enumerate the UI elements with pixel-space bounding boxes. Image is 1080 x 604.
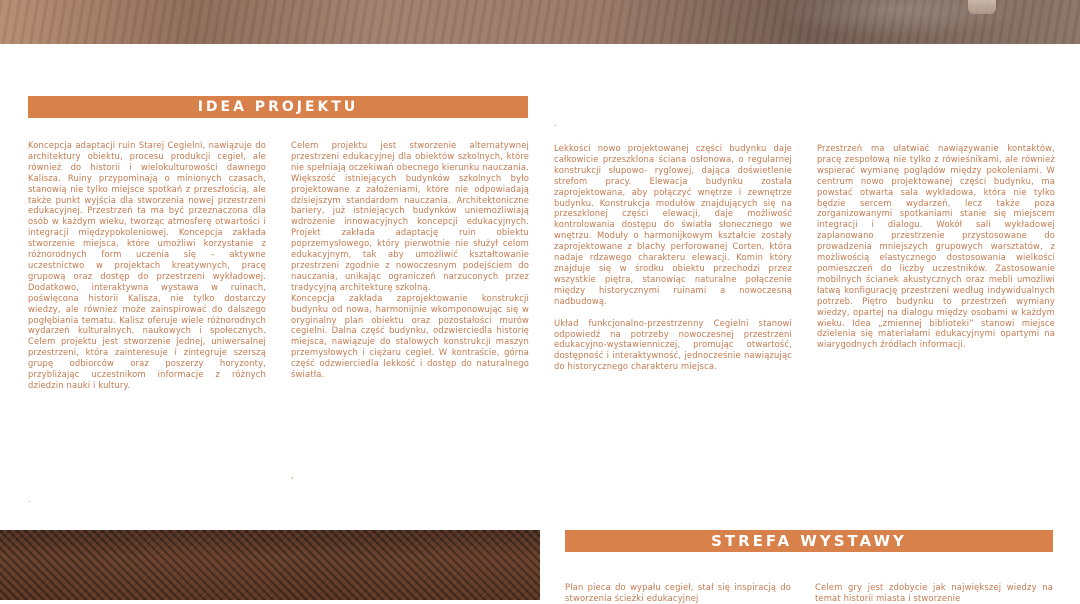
paragraph: Celem gry jest zdobycie jak największej wiedzy na temat historii miasta i stworzenie (815, 582, 1053, 603)
text-column-1 (28, 140, 266, 391)
text-column-3 (554, 143, 792, 372)
paragraph: Celem projektu jest stworzenie alternatywnej przestrzeni edukacyjnej dla obiektów szkolnych, które nie spełniają oczekiwań obecnego kierunku nauczania. Większość istniejących budynków szkolnych było projektowane z założeniami, które nie odpowiadają dzisiejszym standardom nauczania. Architektoniczne bariery, już istniejących budynków uniemożliwiają wdrożenie innowacyjnych koncepcji edukacyjnych. Projekt zakłada adaptację ruin obiektu poprzemysłowego, który pierwotnie nie służył celom edukacyjnym, tak aby umożliwić kształtowanie przestrzeni zgodnie z nowoczesnym podejściem do nauczania, unikając ograniczeń narzuconych przez tradycyjną architekturę szkolną. (291, 140, 529, 292)
stray-mark: . (554, 119, 557, 128)
text-column-5 (565, 582, 791, 604)
stray-mark: . (28, 495, 31, 504)
section-heading-strefa-wystawy: STREFA WYSTAWY (565, 530, 1053, 552)
section-heading-idea-projektu: IDEA PROJEKTU (28, 96, 528, 118)
header-photo (0, 0, 1080, 44)
paragraph: Przestrzeń ma ułatwiać nawiązywanie kontaktów, pracę zespołową nie tylko z rówieśnikami, ale również wspierać wymianę poglądów między pokoleniami. W centrum nowo projektowanej części budynku, ma powstać otwarta sala wykładowa, która nie tylko będzie sercem wydarzeń, lecz także poza zorganizowanymi spotkaniami stanie się miejscem integracji i dialogu. Wokół sali wykładowej zaplanowano przestrzenie przystosowane do prowadzenia mniejszych grupowych warsztatów, z możliwością elastycznego dostosowania wielkości pomieszczeń do liczby uczestników. Zastosowanie mobilnych ścianek akustycznych oraz mebli umożliwi łatwą konfigurację przestrzeni według indywidualnych potrzeb. Piętro budynku to przestrzeń wymiany wiedzy, opartej na dialogu między osobami w każdym wieku. Idea „zmiennej biblioteki” stanowi miejsce dzielenia się materiałami edukacyjnymi opartymi na wiarygodnych źródłach informacji. (817, 143, 1055, 350)
brick-texture-photo (0, 530, 540, 600)
paragraph: Koncepcja adaptacji ruin Starej Cegielni, nawiązuje do architektury obiektu, procesu produkcji cegieł, ale również do historii i wielokulturowości dawnego Kalisza. Ruiny przypominają o minionych czasach, stanowią nie tylko miejsce spotkań z przeszłością, ale także punkt wyjścia dla stworzenia nowej przestrzeni edukacyjnej. Przestrzeń ta ma być przeznaczona dla osób w każdym wieku, tworząc atmosferę otwartości i integracji międzypokoleniowej. Koncepcja zakłada stworzenie miejsca, które umożliwi korzystanie z różnorodnych form uczenia się – aktywne uczestnictwo w projektach kreatywnych, pracę grupową oraz dostęp do przestrzeni wykładowej. Dodatkowo, interaktywna wystawa w ruinach, poświęcona historii Kalisza, nie tylko dostarczy wiedzy, ale również może zainspirować do dalszego pogłębiania tematu. Kalisz oferuje wiele różnorodnych wydarzeń kulturalnych, naukowych i społecznych. Celem projektu jest stworzenie jednej, uniwersalnej przestrzeni, która zainteresuje i zintegruje szerszą grupę odbiorców oraz poszerzy horyzonty, przybliżając uczestnikom informacje z różnych dziedzin nauki i kultury. (28, 140, 266, 390)
text-column-6 (815, 582, 1053, 604)
person-figure (968, 0, 996, 14)
text-column-4 (817, 143, 1055, 350)
paragraph: Plan pieca do wypału cegieł, stał się inspiracją do stworzenia ścieżki edukacyjnej (565, 582, 791, 603)
paragraph: Lekkości nowo projektowanej części budynku daje całkowicie przeszklona ściana osłonowa, o regularnej konstrukcji słupowo- ryglowej, dająca doświetlenie strefom pracy. Elewacja budynku została zaprojektowana, aby połączyć wnętrze i zewnętrze budynku. Konstrukcja modułów znajdujących się na przeszklonej części elewacji, daje możliwość kontrolowania dostępu do światła słonecznego we wnętrzu. Moduły o harmonijkowym kształcie zostały zaprojektowane z blachy perforowanej Corten, która nadaje rdzawego charakteru elewacji. Komin który znajduje się w środku obiektu przechodzi przez wszystkie piętra, stanowiąc naturalne połączenie między historycznymi ruinami a nowoczesną nadbudową. (554, 143, 792, 306)
paragraph: Koncepcja zakłada zaprojektowanie konstrukcji budynku od nowa, harmonijnie wkomponowując się w oryginalny plan obiektu oraz pozostałości murów cegielni. Dalna część budynku, odzwierciedla historię miejsca, nawiązuje do stalowych konstrukcji maszyn przemysłowych i ciężaru cegieł. W kontraście, górna część odzwierciedla lekkość i dostęp do naturalnego światła. (291, 292, 529, 380)
text-column-2 (291, 140, 529, 380)
paragraph: Układ funkcjonalno-przestrzenny Cegielni stanowi odpowiedź na potrzeby nowoczesnej przestrzeni edukacyjno-wystawienniczej, promując otwartość, dostępność i interaktywność, jednocześnie nawiązując do historycznego charakteru miejsca. (554, 317, 792, 372)
stray-mark: , (291, 471, 294, 480)
